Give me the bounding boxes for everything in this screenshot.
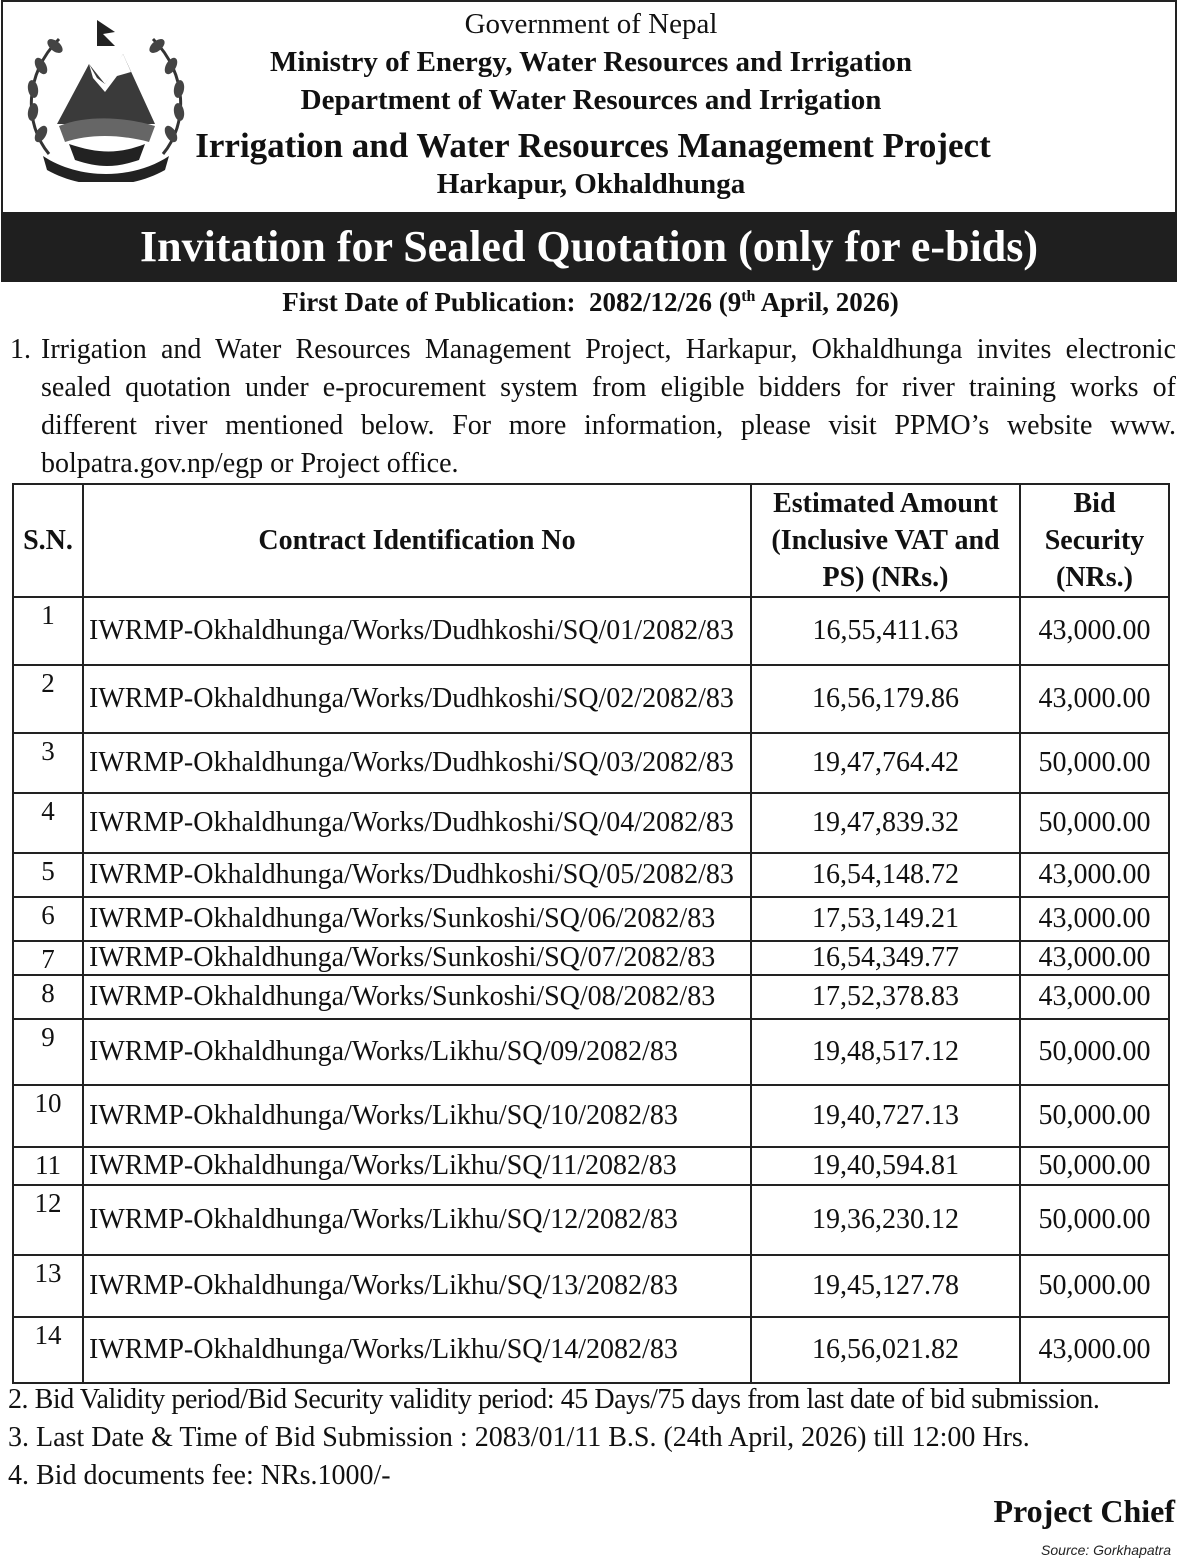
signatory-title: Project Chief [993,1493,1175,1529]
row-bid-security: 43,000.00 [1020,597,1169,665]
row-bid-security: 43,000.00 [1020,853,1169,897]
table-row [13,1255,1169,1317]
row-estimated-amount: 19,47,839.32 [751,793,1020,853]
row-estimated-amount: 19,47,764.42 [751,733,1020,793]
row-sn: 14 [13,1317,83,1383]
row-contract-id: IWRMP-Okhaldhunga/Works/Dudhkoshi/SQ/01/2082/83 [83,597,751,665]
row-sn: 3 [13,733,83,793]
department-name: Department of Water Resources and Irrigation [300,84,882,116]
row-estimated-amount: 16,55,411.63 [751,597,1020,665]
row-sn: 1 [13,597,83,665]
header-contract: Contract Identification No [83,484,751,597]
row-bid-security: 50,000.00 [1020,1085,1169,1147]
table-row [13,1317,1169,1383]
row-estimated-amount: 16,56,021.82 [751,1317,1020,1383]
header-estimate-line3: PS) (NRs.) [822,562,949,593]
note-bid-validity: 2. Bid Validity period/Bid Security validity period: 45 Days/75 days from last date of bid submission. [8,1384,1100,1415]
publication-label: First Date of Publication: [282,287,576,317]
table-row [13,1085,1169,1147]
header-estimate-line2: (Inclusive VAT and [771,525,1000,556]
row-sn: 5 [13,853,83,897]
table-row [13,975,1169,1019]
row-bid-security: 50,000.00 [1020,1185,1169,1255]
row-contract-id: IWRMP-Okhaldhunga/Works/Sunkoshi/SQ/07/2082/83 [83,941,751,975]
table-row [13,733,1169,793]
row-estimated-amount: 19,40,594.81 [751,1147,1020,1185]
header-security [1020,484,1169,597]
row-bid-security: 50,000.00 [1020,1019,1169,1085]
row-contract-id: IWRMP-Okhaldhunga/Works/Likhu/SQ/13/2082/83 [83,1255,751,1317]
header-security-line1: Bid [1073,488,1116,519]
notice-title-banner: Invitation for Sealed Quotation (only for e-bids) [1,212,1177,282]
header-security-line2: Security [1044,525,1145,556]
row-contract-id: IWRMP-Okhaldhunga/Works/Sunkoshi/SQ/06/2082/83 [83,897,751,941]
row-estimated-amount: 19,40,727.13 [751,1085,1020,1147]
row-contract-id: IWRMP-Okhaldhunga/Works/Likhu/SQ/11/2082/83 [83,1147,751,1185]
table-row [13,793,1169,853]
publication-date-bs: 2082/12/26 [588,287,712,317]
row-estimated-amount: 16,54,349.77 [751,941,1020,975]
table-row [13,665,1169,733]
row-sn: 2 [13,665,83,733]
publication-date-suffix: th [741,288,756,305]
publication-date: First Date of Publication: 2082/12/26 (9th April, 2026) [282,287,899,317]
row-bid-security: 50,000.00 [1020,1255,1169,1317]
notice-header [1,0,1177,212]
note-submission-deadline: 3. Last Date & Time of Bid Submission : 2083/01/11 B.S. (24th April, 2026) till 12:00 Hrs. [8,1422,1030,1453]
row-contract-id: IWRMP-Okhaldhunga/Works/Dudhkoshi/SQ/04/2082/83 [83,793,751,853]
row-sn: 6 [13,897,83,941]
table-row [13,1185,1169,1255]
row-bid-security: 43,000.00 [1020,1317,1169,1383]
notice-text: Irrigation and Water Resources Management Project, Harkapur, Okhaldhunga invites electronic sealed quotation under e-procurement system from eligible bidders for river training works of different river mentioned below. For more information, please visit PPMO’s website www. bolpatra.gov.np/egp or Project office. [41,334,1176,479]
row-estimated-amount: 19,48,517.12 [751,1019,1020,1085]
row-bid-security: 50,000.00 [1020,733,1169,793]
header-security-line3: (NRs.) [1056,562,1133,593]
row-contract-id: IWRMP-Okhaldhunga/Works/Likhu/SQ/14/2082/83 [83,1317,751,1383]
row-bid-security: 43,000.00 [1020,665,1169,733]
table-row [13,1147,1169,1185]
row-contract-id: IWRMP-Okhaldhunga/Works/Likhu/SQ/12/2082/83 [83,1185,751,1255]
project-location: Harkapur, Okhaldhunga [436,168,746,200]
notice-paragraph [10,331,1176,483]
header-estimate [751,484,1020,597]
row-estimated-amount: 19,36,230.12 [751,1185,1020,1255]
row-sn: 13 [13,1255,83,1317]
row-estimated-amount: 16,56,179.86 [751,665,1020,733]
government-name: Government of Nepal [464,8,718,40]
table-row [13,941,1169,975]
row-bid-security: 43,000.00 [1020,941,1169,975]
row-contract-id: IWRMP-Okhaldhunga/Works/Sunkoshi/SQ/08/2082/83 [83,975,751,1019]
table-row [13,897,1169,941]
row-bid-security: 43,000.00 [1020,897,1169,941]
table-row [13,853,1169,897]
row-contract-id: IWRMP-Okhaldhunga/Works/Likhu/SQ/09/2082/83 [83,1019,751,1085]
publication-date-ad: April, 2026 [760,287,890,317]
row-sn: 8 [13,975,83,1019]
row-bid-security: 43,000.00 [1020,975,1169,1019]
row-sn: 9 [13,1019,83,1085]
row-sn: 10 [13,1085,83,1147]
table-row [13,597,1169,665]
note-document-fee: 4. Bid documents fee: NRs.1000/- [8,1460,391,1491]
row-sn: 11 [13,1147,83,1185]
row-estimated-amount: 17,53,149.21 [751,897,1020,941]
row-bid-security: 50,000.00 [1020,1147,1169,1185]
notice-number: 1. [10,334,31,365]
header-sn: S.N. [13,484,83,597]
row-contract-id: IWRMP-Okhaldhunga/Works/Dudhkoshi/SQ/02/2082/83 [83,665,751,733]
bid-table [12,483,1170,1384]
row-sn: 4 [13,793,83,853]
row-bid-security: 50,000.00 [1020,793,1169,853]
publication-date-day: 9 [727,287,742,317]
row-estimated-amount: 16,54,148.72 [751,853,1020,897]
source-credit: Source: Gorkhapatra [1041,1542,1171,1558]
row-contract-id: IWRMP-Okhaldhunga/Works/Dudhkoshi/SQ/03/2082/83 [83,733,751,793]
row-contract-id: IWRMP-Okhaldhunga/Works/Dudhkoshi/SQ/05/2082/83 [83,853,751,897]
row-sn: 12 [13,1185,83,1255]
table-header-row [13,484,1169,597]
row-estimated-amount: 19,45,127.78 [751,1255,1020,1317]
row-sn: 7 [13,941,83,975]
project-name: Irrigation and Water Resources Management Project [195,126,991,165]
header-estimate-line1: Estimated Amount [773,488,998,519]
row-contract-id: IWRMP-Okhaldhunga/Works/Likhu/SQ/10/2082/83 [83,1085,751,1147]
row-estimated-amount: 17,52,378.83 [751,975,1020,1019]
table-row [13,1019,1169,1085]
ministry-name: Ministry of Energy, Water Resources and Irrigation [270,46,912,78]
